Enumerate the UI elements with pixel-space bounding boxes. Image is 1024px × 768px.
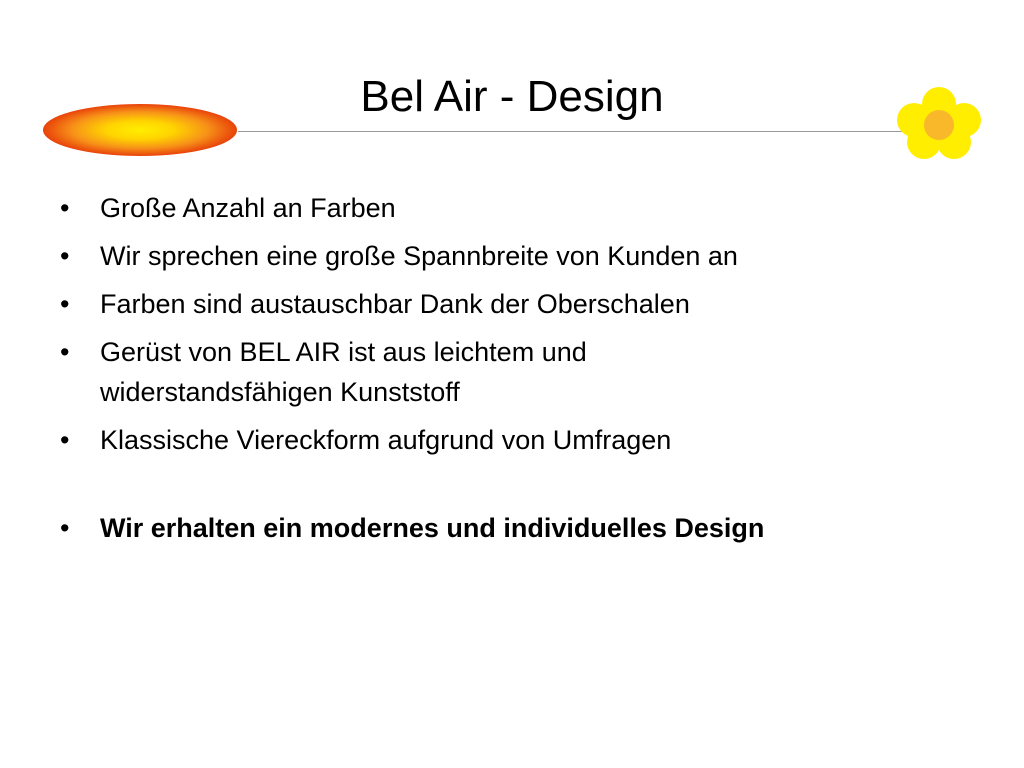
title-divider-line [238,131,914,132]
bullet-text-bold: Wir erhalten ein modernes und individuelles Design [100,513,765,543]
bullet-item [60,332,980,412]
bullet-marker: • [60,193,70,223]
bullet-item [60,420,980,460]
bullet-item [60,236,980,276]
bullet-item [60,284,980,324]
bullet-marker: • [60,289,70,319]
bullet-marker: • [60,241,70,271]
bullet-item-conclusion [60,508,980,548]
bullet-text: Klassische Viereckform aufgrund von Umfragen [100,425,672,455]
bullet-item [60,188,980,228]
bullet-marker: • [60,513,70,543]
bullet-text: Wir sprechen eine große Spannbreite von Kunden an [100,241,738,271]
bullet-text: Farben sind austauschbar Dank der Oberschalen [100,289,690,319]
bullet-marker: • [60,337,70,367]
slide-title: Bel Air - Design [360,72,664,121]
bullet-text: Große Anzahl an Farben [100,193,396,223]
bullet-list [60,188,980,556]
bullet-marker: • [60,425,70,455]
bullet-text: Gerüst von BEL AIR ist aus leichtem und widerstandsfähigen Kunststoff [100,337,587,407]
